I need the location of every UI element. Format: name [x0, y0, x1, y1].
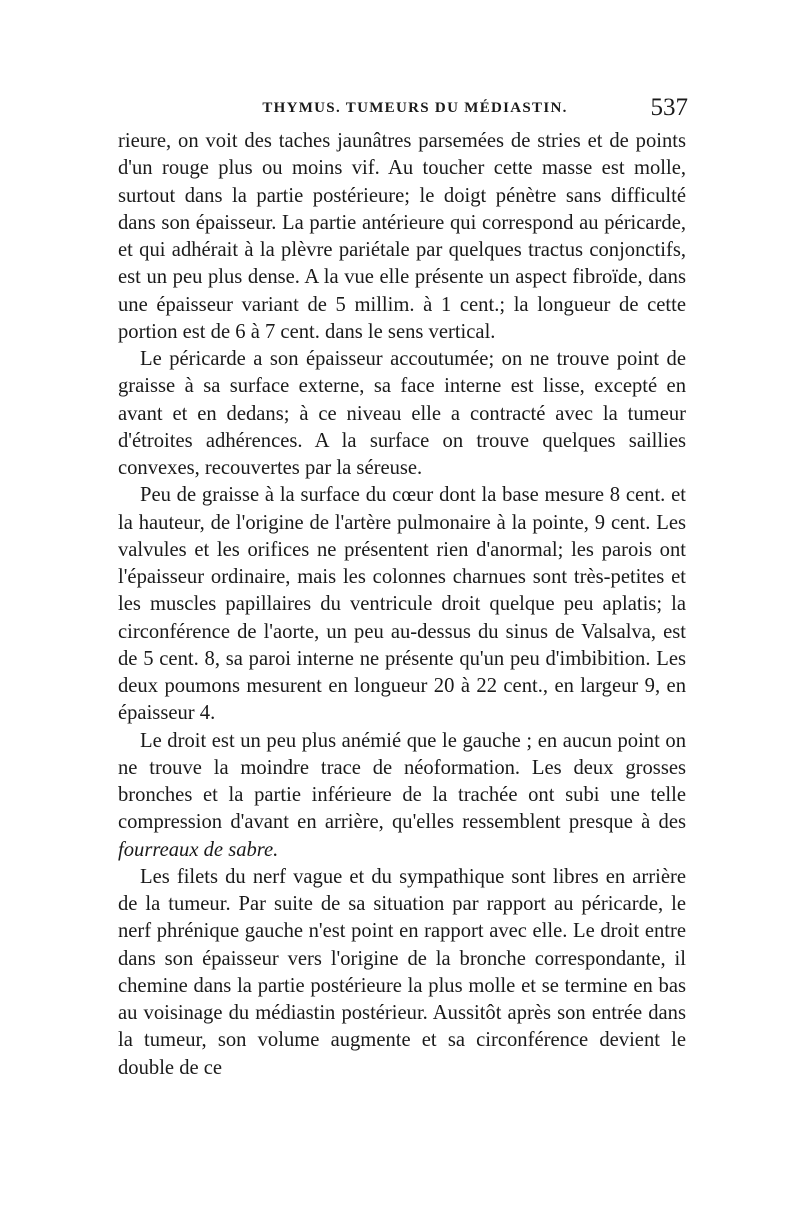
paragraph-1: rieure, on voit des taches jaunâtres parsemées de stries et de points d'un rouge plus ou moins vif. Au toucher cette masse est molle, surtout dans la partie postérieure; le doigt pénètre sans difficulté dans son épaisseur. La partie antérieure qui correspond au péricarde, et qui adhérait à la plèvre pariétale par quelques tractus conjonctifs, est un peu plus dense. A la vue elle présente un aspect fibroïde, dans une épaisseur variant de 5 millim. à 1 cent.; la longueur de cette portion est de 6 à 7 cent. dans le sens vertical.: [118, 130, 686, 343]
paragraph-5: Les filets du nerf vague et du sympathique sont libres en arrière de la tumeur. Par suite de sa situation par rapport au péricarde, le nerf phrénique gauche n'est point en rapport avec elle. Le droit entre dans son épaisseur vers l'origine de la bronche correspondante, il chemine dans la partie postérieure la plus molle et se termine en bas au voisinage du médiastin postérieur. Aussitôt après son entrée dans la tumeur, son volume augmente et sa circonférence devient le double de ce: [118, 865, 686, 1079]
running-title: THYMUS. TUMEURS DU MÉDIASTIN.: [262, 100, 568, 116]
body-text: [118, 128, 686, 1082]
paragraph-2: Le péricarde a son épaisseur accoutumée; on ne trouve point de graisse à sa surface externe, sa face interne est lisse, excepté en avant et en dedans; à ce niveau elle a contracté avec la tumeur d'étroites adhérences. A la surface on trouve quelques saillies convexes, recouvertes par la séreuse.: [118, 348, 686, 479]
paragraph-4-italic: fourreaux de sabre.: [118, 838, 279, 861]
paragraph-4: [118, 728, 686, 864]
paragraph-4-text: Le droit est un peu plus anémié que le gauche ; en aucun point on ne trouve la moindre trace de néoformation. Les deux grosses bronches et la partie inférieure de la trachée ont subi une telle compression d'avant en arrière, qu'elles ressemblent presque à des: [118, 729, 686, 834]
page-number: 537: [650, 94, 688, 121]
paragraph-3: Peu de graisse à la surface du cœur dont la base mesure 8 cent. et la hauteur, de l'origine de l'artère pulmonaire à la pointe, 9 cent. Les valvules et les orifices ne présentent rien d'anormal; les parois ont l'épaisseur ordinaire, mais les colonnes charnues sont très-petites et les muscles papillaires du ventricule droit quelque peu aplatis; la circonférence de l'aorte, un peu au-dessus du sinus de Valsalva, est de 5 cent. 8, sa paroi interne ne présente qu'un peu d'imbibition. Les deux poumons mesurent en longueur 20 à 22 cent., en largeur 9, en épaisseur 4.: [118, 484, 686, 725]
running-header: [118, 94, 686, 124]
